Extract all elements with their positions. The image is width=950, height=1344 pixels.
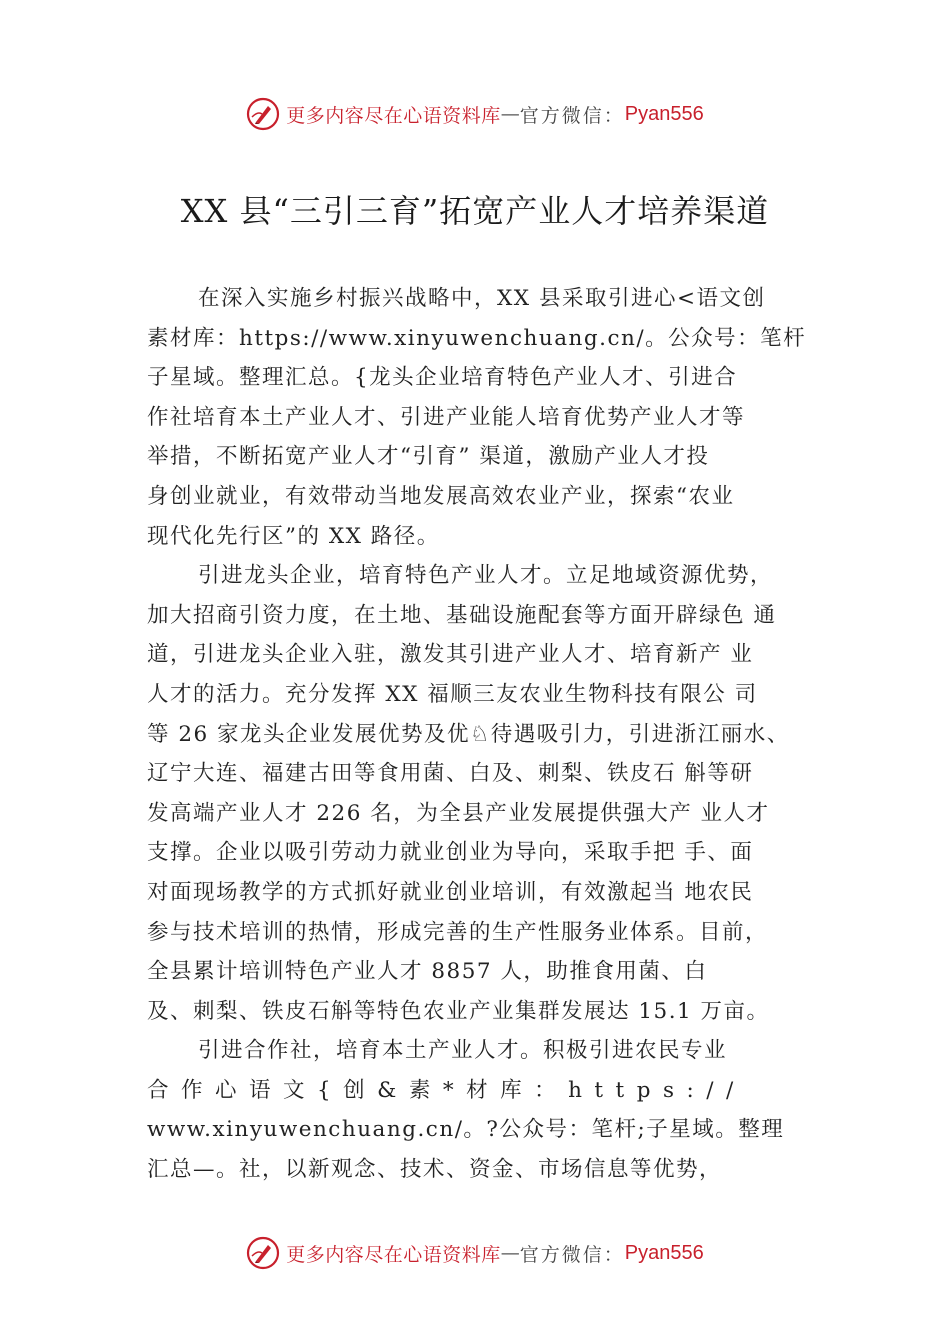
- body-line: 道，引进龙头企业入驻，激发其引进产业人才、培育新产 业: [147, 642, 754, 668]
- body-line: 合作心语文{创&素*材库：https://: [147, 1077, 746, 1103]
- body-line: 参与技术培训的热情，形成完善的生产性服务业体系。目前，: [147, 919, 769, 945]
- header-watermark-banner: [0, 94, 950, 134]
- body-line: 引进合作社，培育本土产业人才。积极引进农民专业: [198, 1038, 728, 1064]
- body-line: 人才的活力。充分发挥 XX 福顺三友农业生物科技有限公 司: [147, 681, 758, 707]
- body-line: 在深入实施乡村振兴战略中，XX 县采取引进心<语文创: [198, 286, 766, 311]
- body-line: 引进龙头企业，培育特色产业人才。立足地域资源优势，: [198, 563, 774, 589]
- banner-wechat-label: 官方微信：: [519, 1243, 625, 1266]
- document-title: XX 县“三引三育”拓宽产业人才培养渠道: [180, 192, 770, 230]
- body-line: 举措，不断拓宽产业人才“引育” 渠道，激励产业人才投: [147, 444, 710, 470]
- banner-wechat-label: 官方微信：: [519, 104, 625, 127]
- body-line: 子星域。整理汇总。{龙头企业培育特色产业人才、引进合: [147, 365, 738, 391]
- banner-slogan: 更多内容尽在心语资料库: [286, 1243, 501, 1266]
- body-line: 作社培育本土产业人才、引进产业能人培育优势产业人才等: [147, 404, 746, 430]
- body-line: 等 26 家龙头企业发展优势及优♘待遇吸引力，引进浙江丽水、: [147, 721, 790, 747]
- pen-circle-logo-icon: [246, 97, 280, 131]
- body-line: 全县累计培训特色产业人才 8857 人，助推食用菌、白: [147, 959, 708, 985]
- body-line: www.xinyuwenchuang.cn/。?公众号：笔杆;子星域。整理: [147, 1117, 785, 1143]
- body-line: 对面现场教学的方式抓好就业创业培训，有效激起当 地农民: [147, 879, 754, 905]
- banner-wechat-id: Pyan556: [624, 102, 704, 125]
- body-line: 身创业就业，有效带动当地发展高效农业产业，探索“农业: [147, 483, 735, 509]
- body-line: 及、刺梨、铁皮石斛等特色农业产业集群发展达 15.1 万亩。: [147, 998, 770, 1024]
- body-line: 素材库：https://www.xinyuwenchuang.cn/。公众号：笔杆: [147, 325, 807, 351]
- banner-separator: —: [500, 103, 520, 125]
- banner-slogan: 更多内容尽在心语资料库: [286, 104, 501, 127]
- document-body: [147, 279, 837, 1190]
- pen-circle-logo-icon: [246, 1236, 280, 1270]
- banner-wechat-id: Pyan556: [624, 1241, 704, 1264]
- body-line: 发高端产业人才 226 名，为全县产业发展提供强大产 业人才: [147, 800, 770, 826]
- body-line: 加大招商引资力度，在土地、基础设施配套等方面开辟绿色 通: [147, 602, 777, 628]
- footer-watermark-banner: [0, 1233, 950, 1273]
- body-line: 汇总—。社，以新观念、技术、资金、市场信息等优势，: [147, 1157, 723, 1183]
- body-line: 支撑。企业以吸引劳动力就业创业为导向，采取手把 手、面: [147, 840, 754, 866]
- body-line: 辽宁大连、福建古田等食用菌、白及、刺梨、铁皮石 斛等研: [147, 761, 754, 787]
- body-line: 现代化先行区”的 XX 路径。: [147, 523, 440, 549]
- banner-separator: —: [500, 1242, 520, 1264]
